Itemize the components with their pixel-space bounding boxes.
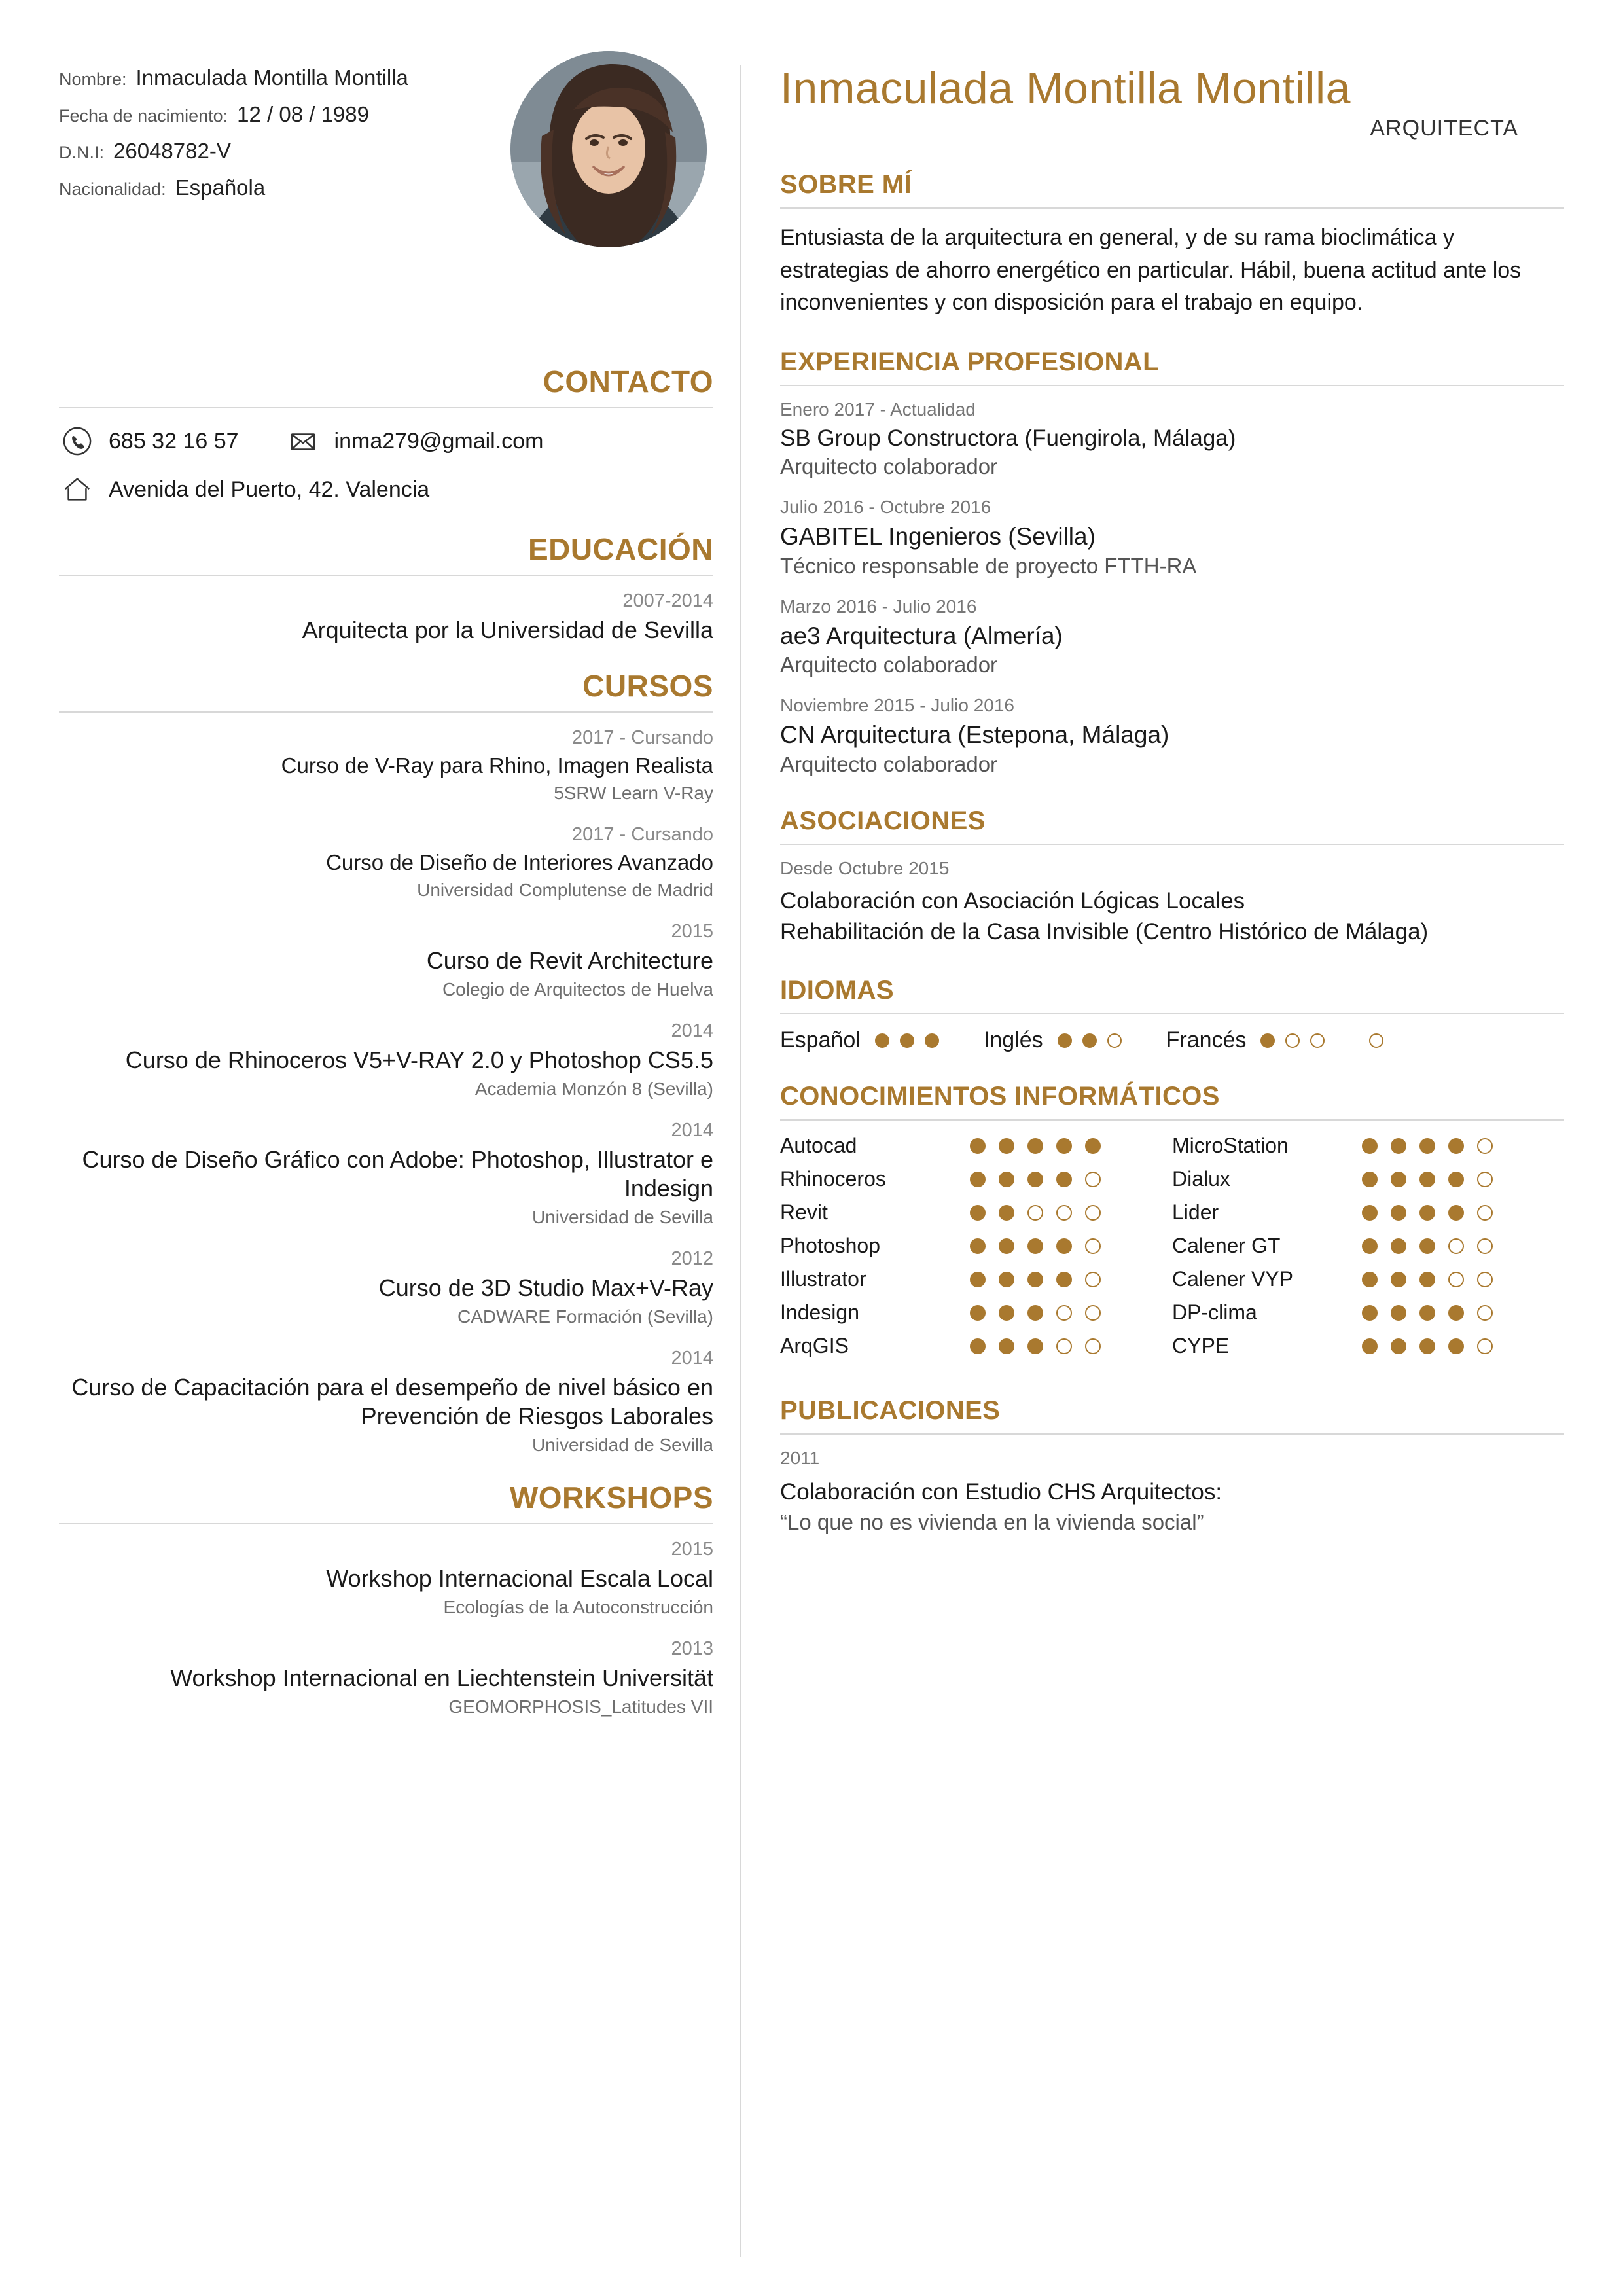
course-title: Curso de Revit Architecture bbox=[426, 947, 713, 975]
language-level-dots bbox=[1058, 1033, 1132, 1048]
level-dot bbox=[1285, 1033, 1300, 1048]
divider bbox=[780, 385, 1564, 386]
avatar bbox=[510, 51, 707, 247]
field-label-fecha-nacimiento: Fecha de nacimiento: bbox=[59, 106, 228, 126]
skill-row bbox=[1172, 1334, 1564, 1358]
skill-row bbox=[1172, 1134, 1564, 1158]
workshop-year: 2015 bbox=[671, 1538, 713, 1560]
divider bbox=[780, 1119, 1564, 1121]
course-sub: 5SRW Learn V-Ray bbox=[554, 783, 713, 804]
envelope-icon bbox=[285, 423, 321, 459]
course-entry bbox=[59, 727, 713, 804]
workshop-year: 2013 bbox=[671, 1638, 713, 1659]
page-subtitle: ARQUITECTA bbox=[1370, 116, 1518, 141]
skill-dots bbox=[1362, 1338, 1506, 1354]
experience-date: Julio 2016 - Octubre 2016 bbox=[780, 497, 991, 518]
course-title: Curso de 3D Studio Max+V-Ray bbox=[378, 1274, 713, 1302]
skill-name: ArqGIS bbox=[780, 1334, 849, 1358]
skill-row bbox=[780, 1300, 1172, 1325]
about-text: Entusiasta de la arquitectura en general, y de su rama bioclimática y estrategias de ahorro energético en particular. Hábil, buena actitud ante los inconvenientes y con disposición para el trabajo en equipo. bbox=[780, 225, 1522, 315]
left-column bbox=[59, 65, 740, 2257]
education-year: 2007-2014 bbox=[622, 590, 713, 611]
section-title-educacion: EDUCACIÓN bbox=[527, 532, 713, 566]
course-title: Curso de Diseño Gráfico con Adobe: Photoshop, Illustrator e Indesign bbox=[82, 1146, 713, 1202]
course-entry bbox=[59, 1248, 713, 1328]
section-title-workshops: WORKSHOPS bbox=[509, 1480, 713, 1515]
divider bbox=[59, 407, 713, 408]
level-dot bbox=[1082, 1033, 1097, 1048]
workshop-title: Workshop Internacional Escala Local bbox=[326, 1564, 713, 1592]
workshop-title: Workshop Internacional en Liechtenstein Universität bbox=[170, 1664, 713, 1691]
skill-dots bbox=[1362, 1138, 1506, 1154]
publication-line-2: “Lo que no es vivienda en la vivienda social” bbox=[780, 1509, 1204, 1534]
skill-dots bbox=[1362, 1238, 1506, 1254]
skill-dots bbox=[1362, 1272, 1506, 1287]
skill-name: Indesign bbox=[780, 1300, 859, 1325]
skill-name: Calener GT bbox=[1172, 1234, 1281, 1258]
skill-row bbox=[780, 1334, 1172, 1358]
language-level-dots bbox=[1369, 1033, 1394, 1048]
skill-name: Calener VYP bbox=[1172, 1267, 1293, 1291]
section-title-experiencia: EXPERIENCIA PROFESIONAL bbox=[780, 348, 1159, 377]
course-year: 2017 - Cursando bbox=[571, 824, 713, 846]
association-line-1: Colaboración con Asociación Lógicas Locales bbox=[780, 888, 1245, 914]
education-entry bbox=[59, 590, 713, 645]
experience-entry bbox=[780, 695, 1564, 778]
skill-row bbox=[1172, 1300, 1564, 1325]
language-level-dots bbox=[875, 1033, 950, 1048]
experience-org: GABITEL Ingenieros (Sevilla) bbox=[780, 523, 1096, 550]
level-dot bbox=[1058, 1033, 1072, 1048]
experience-date: Noviembre 2015 - Julio 2016 bbox=[780, 695, 1014, 716]
association-entry bbox=[780, 858, 1564, 948]
section-title-conocimientos: CONOCIMIENTOS INFORMÁTICOS bbox=[780, 1082, 1220, 1111]
language-item bbox=[984, 1028, 1132, 1053]
course-year: 2012 bbox=[671, 1248, 713, 1270]
association-line-2: Rehabilitación de la Casa Invisible (Centro Histórico de Málaga) bbox=[780, 919, 1429, 945]
education-title: Arquitecta por la Universidad de Sevilla bbox=[302, 617, 713, 643]
experience-date: Enero 2017 - Actualidad bbox=[780, 399, 976, 420]
level-dot bbox=[1107, 1033, 1122, 1048]
divider bbox=[59, 575, 713, 576]
course-year: 2015 bbox=[671, 921, 713, 942]
divider bbox=[780, 1013, 1564, 1014]
field-value-nombre: Inmaculada Montilla Montilla bbox=[135, 65, 408, 90]
experience-entry bbox=[780, 399, 1564, 480]
section-title-idiomas: IDIOMAS bbox=[780, 976, 894, 1005]
skill-name: Photoshop bbox=[780, 1234, 881, 1258]
course-sub: Universidad de Sevilla bbox=[531, 1434, 713, 1455]
level-dot bbox=[900, 1033, 914, 1048]
experience-position: Arquitecto colaborador bbox=[780, 454, 998, 479]
section-title-asociaciones: ASOCIACIONES bbox=[780, 806, 986, 835]
section-title-publicaciones: PUBLICACIONES bbox=[780, 1396, 1001, 1426]
skill-row bbox=[780, 1134, 1172, 1158]
course-year: 2014 bbox=[671, 1347, 713, 1369]
skill-row bbox=[1172, 1167, 1564, 1191]
skills-grid bbox=[780, 1134, 1564, 1367]
skill-dots bbox=[1362, 1205, 1506, 1221]
workshop-entry bbox=[59, 1638, 713, 1718]
course-entry bbox=[59, 824, 713, 901]
skill-dots bbox=[1362, 1172, 1506, 1187]
course-year: 2017 - Cursando bbox=[571, 726, 713, 748]
level-dot bbox=[875, 1033, 889, 1048]
level-dot bbox=[925, 1033, 939, 1048]
course-sub: Academia Monzón 8 (Sevilla) bbox=[474, 1079, 713, 1100]
skill-name: DP-clima bbox=[1172, 1300, 1257, 1325]
skill-dots bbox=[970, 1305, 1114, 1321]
right-column bbox=[741, 65, 1564, 2257]
course-sub: Colegio de Arquitectos de Huelva bbox=[442, 979, 713, 1000]
field-value-nacionalidad: Española bbox=[175, 175, 266, 200]
field-label-nacionalidad: Nacionalidad: bbox=[59, 179, 166, 199]
skill-row bbox=[780, 1167, 1172, 1191]
skill-name: CYPE bbox=[1172, 1334, 1230, 1358]
course-sub: Universidad Complutense de Madrid bbox=[417, 880, 713, 901]
skill-dots bbox=[970, 1272, 1114, 1287]
experience-org: ae3 Arquitectura (Almería) bbox=[780, 622, 1063, 649]
skill-row bbox=[780, 1234, 1172, 1258]
skills-column-left bbox=[780, 1134, 1172, 1367]
level-dot bbox=[1310, 1033, 1325, 1048]
level-dot bbox=[1369, 1033, 1383, 1048]
publication-date: 2011 bbox=[780, 1448, 820, 1469]
field-value-fecha-nacimiento: 12 / 08 / 1989 bbox=[237, 102, 369, 126]
personal-info-block bbox=[59, 65, 713, 340]
skill-row bbox=[1172, 1234, 1564, 1258]
skill-row bbox=[780, 1267, 1172, 1291]
section-title-cursos: CURSOS bbox=[582, 668, 713, 703]
page-title: Inmaculada Montilla Montilla bbox=[780, 63, 1351, 113]
languages-row bbox=[780, 1028, 1564, 1053]
divider bbox=[59, 711, 713, 713]
experience-position: Arquitecto colaborador bbox=[780, 653, 998, 677]
divider bbox=[59, 1523, 713, 1524]
field-label-nombre: Nombre: bbox=[59, 69, 127, 89]
workshop-sub: Ecologías de la Autoconstrucción bbox=[443, 1596, 713, 1617]
language-name: Español bbox=[780, 1028, 861, 1053]
skill-name: Autocad bbox=[780, 1134, 857, 1158]
skill-row bbox=[780, 1200, 1172, 1225]
skill-dots bbox=[970, 1205, 1114, 1221]
skill-name: MicroStation bbox=[1172, 1134, 1289, 1158]
course-sub: CADWARE Formación (Sevilla) bbox=[457, 1306, 713, 1327]
skill-name: Rhinoceros bbox=[780, 1167, 886, 1191]
level-dot bbox=[1260, 1033, 1275, 1048]
language-item-extra bbox=[1369, 1033, 1394, 1048]
language-name: Francés bbox=[1166, 1028, 1247, 1053]
skill-dots bbox=[970, 1238, 1114, 1254]
field-value-dni: 26048782-V bbox=[113, 139, 231, 163]
language-name: Inglés bbox=[983, 1028, 1043, 1053]
divider bbox=[780, 844, 1564, 845]
contact-phone-value[interactable]: 685 32 16 57 bbox=[109, 428, 239, 454]
language-level-dots bbox=[1260, 1033, 1335, 1048]
language-item bbox=[780, 1028, 950, 1053]
section-title-contacto: CONTACTO bbox=[543, 365, 713, 399]
publication-line-1: Colaboración con Estudio CHS Arquitectos: bbox=[780, 1479, 1222, 1505]
course-entry bbox=[59, 921, 713, 1001]
skill-dots bbox=[970, 1172, 1114, 1187]
course-year: 2014 bbox=[671, 1020, 713, 1042]
workshop-sub: GEOMORPHOSIS_Latitudes VII bbox=[448, 1696, 713, 1717]
association-date: Desde Octubre 2015 bbox=[780, 857, 950, 878]
home-icon bbox=[59, 471, 96, 508]
experience-entry bbox=[780, 596, 1564, 679]
skill-dots bbox=[970, 1338, 1114, 1354]
experience-position: Arquitecto colaborador bbox=[780, 751, 998, 776]
experience-position: Técnico responsable de proyecto FTTH-RA bbox=[780, 553, 1197, 578]
course-entry bbox=[59, 1348, 713, 1456]
skill-row bbox=[1172, 1200, 1564, 1225]
experience-org: CN Arquitectura (Estepona, Málaga) bbox=[780, 721, 1169, 749]
course-title: Curso de V-Ray para Rhino, Imagen Realista bbox=[281, 753, 713, 778]
course-entry bbox=[59, 1120, 713, 1229]
skill-name: Revit bbox=[780, 1200, 828, 1225]
language-item bbox=[1166, 1028, 1336, 1053]
skill-name: Lider bbox=[1172, 1200, 1219, 1225]
course-title: Curso de Diseño de Interiores Avanzado bbox=[326, 850, 713, 875]
experience-date: Marzo 2016 - Julio 2016 bbox=[780, 596, 977, 617]
course-year: 2014 bbox=[671, 1120, 713, 1141]
contact-address-value: Avenida del Puerto, 42. Valencia bbox=[109, 476, 430, 502]
course-sub: Universidad de Sevilla bbox=[531, 1207, 713, 1228]
skill-name: Dialux bbox=[1172, 1167, 1230, 1191]
field-label-dni: D.N.I: bbox=[59, 143, 105, 162]
course-title: Curso de Rhinoceros V5+V-RAY 2.0 y Photoshop CS5.5 bbox=[125, 1047, 713, 1074]
skills-column-right bbox=[1172, 1134, 1564, 1367]
experience-org: SB Group Constructora (Fuengirola, Málaga) bbox=[780, 425, 1236, 452]
workshop-entry bbox=[59, 1539, 713, 1619]
phone-icon bbox=[59, 423, 96, 459]
skill-row bbox=[1172, 1267, 1564, 1291]
skill-name: Illustrator bbox=[780, 1267, 866, 1291]
course-title: Curso de Capacitación para el desempeño de nivel básico en Prevención de Riesgos Laborales bbox=[71, 1373, 713, 1429]
section-title-sobre-mi: SOBRE MÍ bbox=[780, 170, 912, 200]
divider bbox=[780, 1433, 1564, 1435]
skill-dots bbox=[1362, 1305, 1506, 1321]
divider bbox=[780, 207, 1564, 209]
course-entry bbox=[59, 1020, 713, 1100]
skill-dots bbox=[970, 1138, 1114, 1154]
publication-entry bbox=[780, 1448, 1564, 1537]
contact-phone-row bbox=[59, 423, 713, 459]
contact-email-value[interactable]: inma279@gmail.com bbox=[334, 428, 544, 454]
experience-entry bbox=[780, 497, 1564, 579]
contact-address-row bbox=[59, 471, 713, 508]
